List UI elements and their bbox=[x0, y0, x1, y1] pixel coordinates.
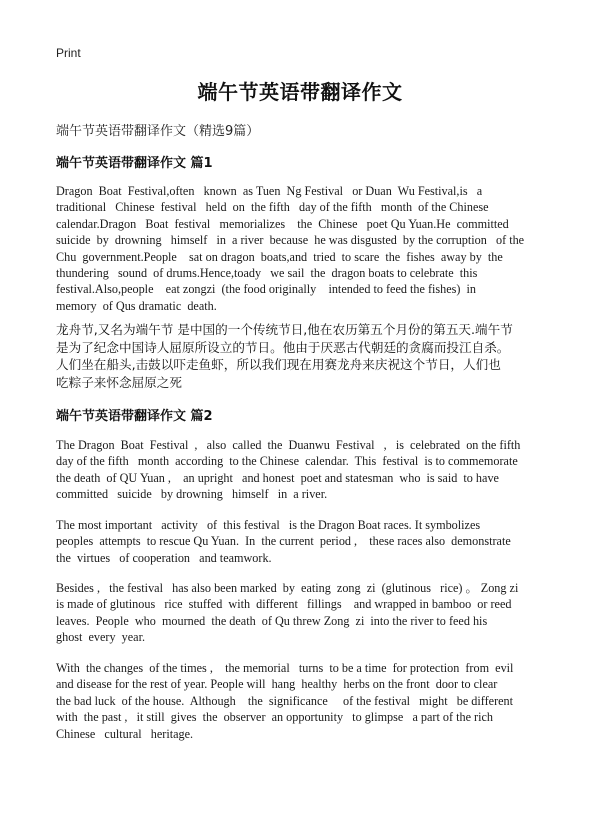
text-line: Chu government.People sat on dragon boats,and tried to scare the fishes away by the bbox=[56, 249, 503, 264]
text-line: day of the fifth month according to the Chinese calendar. This festival is to commemorate bbox=[56, 454, 518, 469]
text-line: Dragon Boat Festival,often known as Tuen Ng Festival or Duan Wu Festival,is a bbox=[56, 184, 483, 198]
text-line: Besides , the festival has also been marked by eating zong zi (glutinous rice) 。 Zong zi bbox=[56, 581, 519, 595]
text-line: with the past , it still gives the observer an opportunity to glimpse a part of the rich bbox=[56, 710, 493, 725]
text-line: memory of Qus dramatic death. bbox=[56, 298, 217, 313]
paragraph-2-3 bbox=[56, 580, 552, 646]
text-line: the death of QU Yuan , an upright and honest poet and statesman who is said to have bbox=[56, 470, 499, 485]
text-line: 是为了纪念中国诗人屈原所设立的节日。他由于厌恶古代朝廷的贪腐而投江自杀。 bbox=[56, 339, 510, 355]
page-title: 端午节英语带翻译作文 bbox=[197, 80, 403, 104]
document-subtitle: 端午节英语带翻译作文（精选9篇） bbox=[56, 124, 260, 139]
paragraph-2-4 bbox=[56, 660, 552, 742]
text-line: With the changes of the times , the memorial turns to be a time for protection from evil bbox=[56, 661, 514, 675]
text-line: traditional Chinese festival held on the fifth day of the fifth month of the Chinese bbox=[56, 200, 489, 215]
text-line: festival.Also,people eat zongzi (the food originally intended to feed the fishes) in bbox=[56, 282, 477, 297]
section-heading-1: 端午节英语带翻译作文 篇1 bbox=[56, 156, 213, 171]
text-line: committed suicide by drowning himself in a river. bbox=[56, 487, 328, 502]
text-line: the virtues of cooperation and teamwork. bbox=[56, 550, 272, 565]
paragraph-2-1 bbox=[56, 437, 552, 503]
text-line: ghost every year. bbox=[56, 630, 146, 645]
paragraph-1-en bbox=[56, 183, 552, 314]
text-line: 龙舟节,又名为端午节 是中国的一个传统节日,他在农历第五个月份的第五天.端午节 bbox=[56, 322, 513, 337]
paragraph-2-2 bbox=[56, 517, 552, 566]
text-line: The most important activity of this festival is the Dragon Boat races. It symbolizes bbox=[56, 518, 481, 532]
text-line: 人们坐在船头,击鼓以吓走鱼虾，所以我们现在用赛龙舟来庆祝这个节日，人们也 bbox=[56, 357, 501, 372]
paragraph-1-zh bbox=[56, 321, 552, 391]
text-line: is made of glutinous rice stuffed with different fillings and wrapped in bamboo or reed bbox=[56, 597, 512, 612]
print-label[interactable]: Print bbox=[56, 46, 81, 60]
text-line: the bad luck of the house. Although the significance of the festival might be different bbox=[56, 693, 514, 708]
text-line: thundering sound of drums.Hence,toady we sail the dragon boats to celebrate this bbox=[56, 266, 478, 281]
text-line: and disease for the rest of year. People will hang healthy herbs on the front door to clear bbox=[56, 677, 498, 692]
text-line: calendar.Dragon Boat festival memorializes the Chinese poet Qu Yuan.He committed bbox=[56, 216, 509, 231]
section-heading-2: 端午节英语带翻译作文 篇2 bbox=[56, 409, 213, 424]
text-line: The Dragon Boat Festival , also called the Duanwu Festival , is celebrated on the fifth bbox=[56, 438, 521, 452]
text-line: leaves. People who mourned the death of Qu threw Zong zi into the river to feed his bbox=[56, 613, 488, 628]
text-line: suicide by drowning himself in a river because he was disgusted by the corruption of the bbox=[56, 233, 525, 248]
text-line: Chinese cultural heritage. bbox=[56, 726, 194, 741]
text-line: peoples attempts to rescue Qu Yuan. In the current period , these races also demonstrate bbox=[56, 534, 511, 549]
text-line: 吃粽子来怀念屈原之死 bbox=[56, 374, 182, 390]
